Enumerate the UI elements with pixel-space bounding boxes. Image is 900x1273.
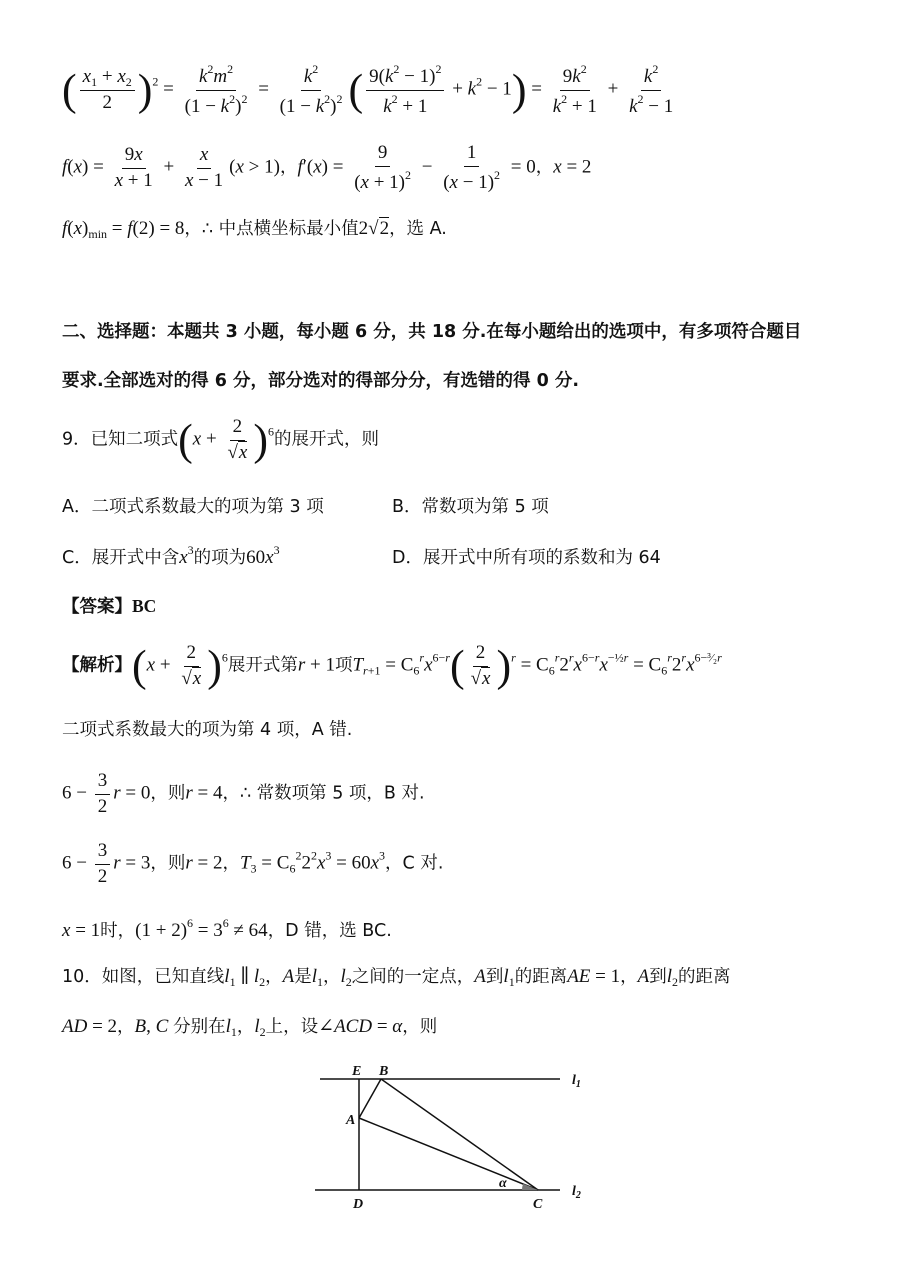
- label-b: B: [379, 1064, 389, 1079]
- answer-line: 【答案】BC: [62, 596, 157, 617]
- options-row-1: [62, 497, 549, 518]
- option-a: A．二项式系数最大的项为第 3 项: [62, 497, 324, 517]
- analysis-b: 6 − $\frac{3}{2}$ r = 0，则r = 4，∴ 常数项第 5 项，B 对.: [62, 770, 425, 817]
- section-heading-2: 要求.全部选对的得 6 分，部分选对的得部分分，有选错的得 0 分.: [62, 371, 580, 391]
- formula-line-2: f(x) = $\frac{9x}{x + 1}$ + $\frac{x}{x - 1}$ (x > 1)，f′(x) = $\frac{9}{(x + 1)^2}$ − $\frac{1}{(x - 1)^2}$ = 0，x = 2: [62, 142, 592, 193]
- analysis-c: 6 − $\frac{3}{2}$ r = 3，则r = 2，$T_3 = C_6^22^2x^3 = 60x^3$，C 对.: [62, 840, 444, 887]
- segment-ac: [359, 1118, 538, 1190]
- options-row-2: [62, 543, 661, 570]
- analysis-a: 二项式系数最大的项为第 4 项，A 错.: [62, 720, 353, 740]
- section-heading: 二、选择题：本题共 3 小题，每小题 6 分，共 18 分.在每小题给出的选项中，有多项符合题目: [62, 322, 802, 342]
- option-d: D．展开式中所有项的系数和为 64: [392, 548, 661, 568]
- label-l1: $l_1$: [572, 1073, 581, 1090]
- option-b: B．常数项为第 5 项: [392, 497, 549, 517]
- formula-line-3: $f(x)_{min} = f(2) = 8$，∴ 中点横坐标最小值2√2，选 A.: [62, 218, 447, 241]
- analysis-line: 【解析】(x + $\frac{2}{√x}$ )$^6$展开式第r + 1项$T_{r+1} = C_6^rx^{6-r}$( $\frac{2}{√x}$ )$^r = C_6^r2^rx^{6-r}x^{-\frac{1}{2}r} = C_6^r2^rx^{6-^3⁄_2r}$: [62, 641, 722, 691]
- label-alpha: α: [499, 1176, 507, 1191]
- label-c: C: [533, 1197, 543, 1212]
- label-d: D: [353, 1197, 364, 1212]
- formula-line-1: ( $\frac{x_1 + x_2}{2}$ )$^2$ = $\frac{k^2m^2}{(1 - k^2)^2}$ = $\frac{k^2}{(1 - k^2)^2}$ ( $\frac{9(k^2 - 1)^2}{k^2 + 1}$ + $k^2 - 1$) = $\frac{9k^2}{k^2 + 1}$ + $\frac{k^2}{k^2 - 1}$: [62, 62, 674, 117]
- analysis-d: x = 1时，$(1 + 2)^6 = 3^6 \ne 64$，D 错，选 BC.: [62, 916, 392, 941]
- label-l2: $l_2$: [572, 1184, 581, 1201]
- question-9: 9．已知二项式(x + $\frac{2}{√x}$ )$^6$的展开式，则: [62, 415, 379, 465]
- label-a: A: [346, 1113, 356, 1128]
- segment-ab: [359, 1079, 381, 1118]
- option-c: C．展开式中含$x^3$的项为$60x^3$: [62, 543, 280, 568]
- label-e: E: [352, 1064, 362, 1079]
- question-10-line2: AD = 2，B, C 分别在$l_1$，$l_2$上，设∠ACD = α，则: [62, 1016, 438, 1039]
- question-10: 10．如图，已知直线$l_1$ ∥ $l_2$，A是$l_1$，$l_2$之间的一定点，A到$l_1$的距离AE = 1，A到$l_2$的距离: [62, 966, 731, 989]
- geometry-figure: [310, 1062, 610, 1222]
- segment-bc: [381, 1079, 538, 1190]
